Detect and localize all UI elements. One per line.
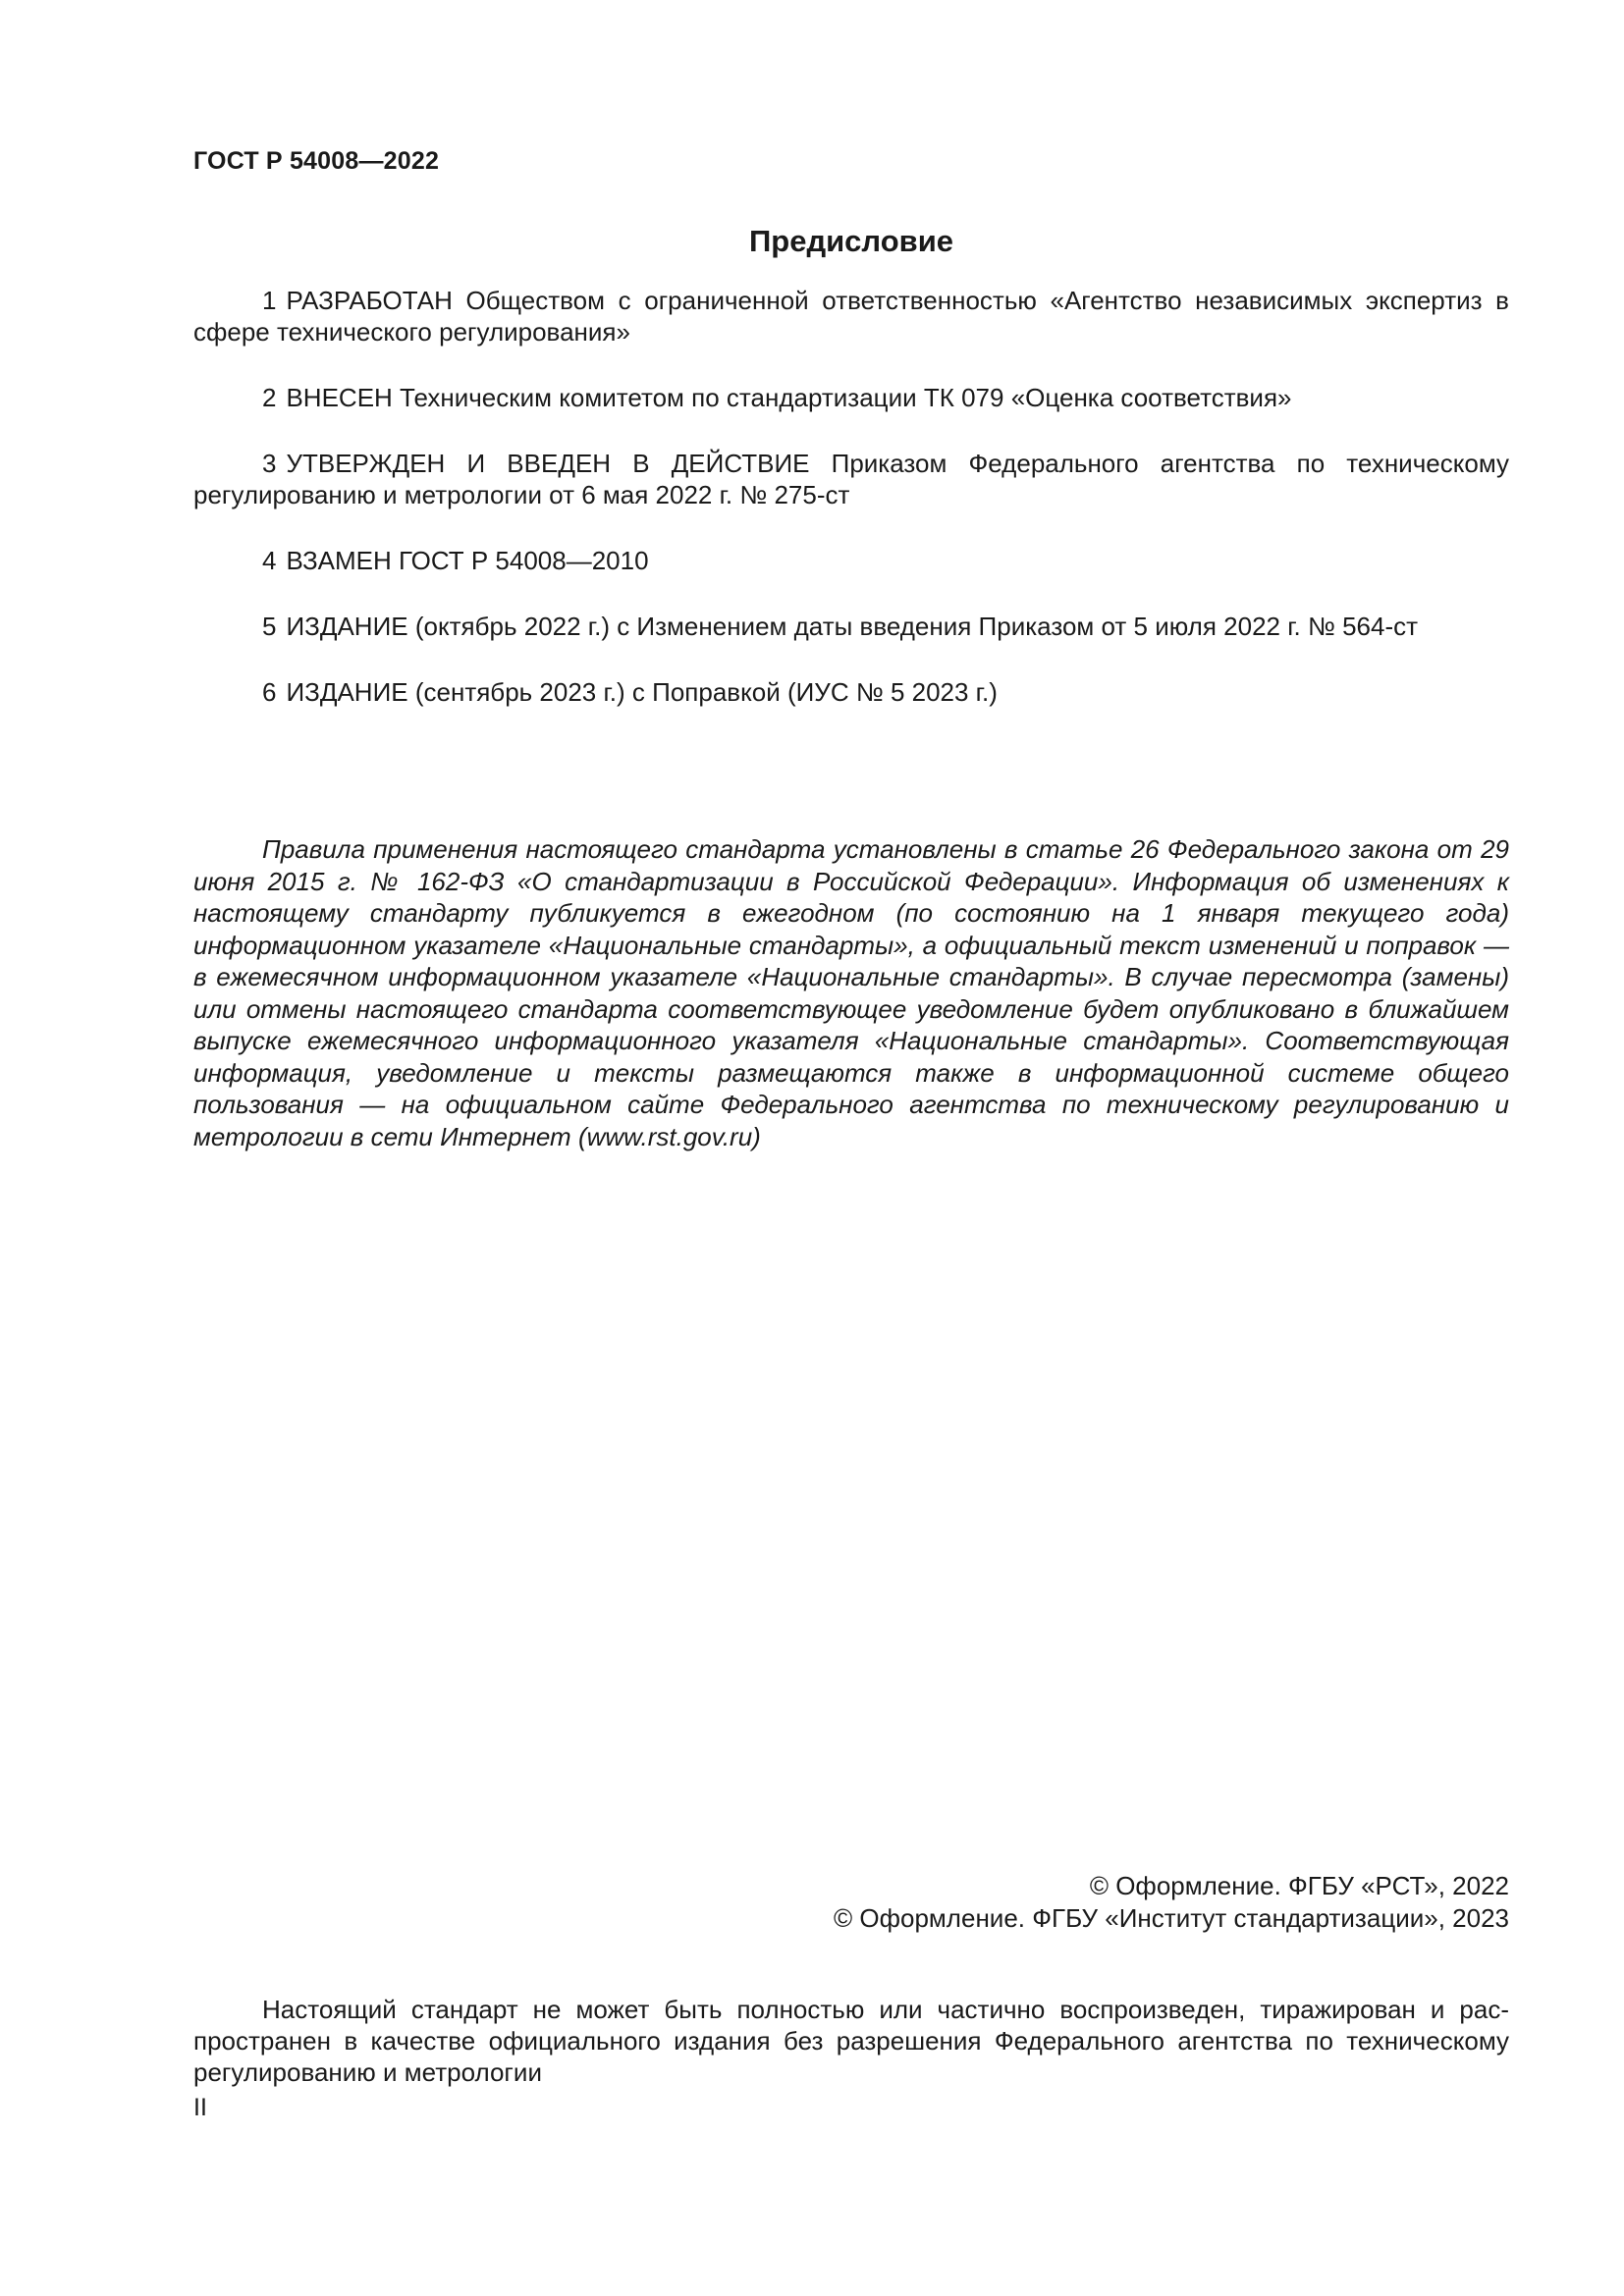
item-number: 1 (262, 286, 277, 315)
copyright-line: © Оформление. ФГБУ «РСТ», 2022 (1089, 1871, 1509, 1900)
preface-item (193, 676, 1509, 708)
preface-items (193, 285, 1509, 742)
preface-item (193, 611, 1509, 642)
reproduction-notice: Настоящий стандарт не может быть полностью или частично воспроизведен, тиражирован и распространен в качестве официального издания без разрешения Федерального агентства по техническому регулированию и метрологии (193, 1995, 1509, 2087)
standard-code-header: ГОСТ Р 54008—2022 (193, 147, 440, 175)
item-number: 2 (262, 383, 277, 412)
preface-item (193, 382, 1509, 413)
item-number: 4 (262, 546, 277, 575)
copyright-block (834, 1870, 1509, 1935)
item-number: 6 (262, 677, 277, 707)
preface-item (193, 545, 1509, 576)
preface-item (193, 285, 1509, 347)
item-text: ИЗДАНИЕ (сентябрь 2023 г.) с Поправкой (ИУС № 5 2023 г.) (286, 677, 998, 707)
item-number: 3 (262, 449, 277, 478)
item-text: УТВЕРЖДЕН И ВВЕДЕН В ДЕЙСТВИЕ Приказом Федерального агентства по техническому регулированию и метрологии от 6 мая 2022 г. № 275-ст (193, 449, 1509, 509)
copyright-line: © Оформление. ФГБУ «Институт стандартизации», 2023 (834, 1903, 1509, 1933)
preface-title: Предисловие (748, 224, 953, 258)
page-number: II (193, 2094, 207, 2121)
item-text: ВЗАМЕН ГОСТ Р 54008—2010 (286, 546, 649, 575)
preface-item (193, 448, 1509, 510)
item-text: ВНЕСЕН Техническим комитетом по стандартизации ТК 079 «Оценка соответствия» (286, 383, 1292, 412)
item-number: 5 (262, 612, 277, 641)
item-text: РАЗРАБОТАН Обществом с ограниченной ответственностью «Агентство независимых экспертиз в сфере технического регулирования» (193, 286, 1509, 347)
item-text: ИЗДАНИЕ (октябрь 2022 г.) с Изменением даты введения Приказом от 5 июля 2022 г. № 564-ст (286, 612, 1419, 641)
application-rules-note: Правила применения настоящего стандарта установлены в статье 26 Федерального закона от 29 июня 2015 г. № 162-ФЗ «О стандартизации в Российской Федерации». Информация об изменениях к настоящему стандарту публикуется в ежегодном (по состоянию на 1 января текущего года) информационном указателе «Национальные стандарты», а официальный текст изменений и поправок — в ежемесячном информационном указателе «Национальные стандарты». В случае пересмотра (замены) или отмены настоящего стандарта соответствующее уведомление будет опубликовано в ближайшем выпуске ежемесячного информационного указателя «Национальные стандарты». Соответствующая информация, уведомление и тексты размещаются также в информационной системе общего пользования — на официальном сайте Федерального агентства по техническому регулированию и метрологии в сети Интернет (www.rst.gov.ru) (193, 834, 1509, 1151)
